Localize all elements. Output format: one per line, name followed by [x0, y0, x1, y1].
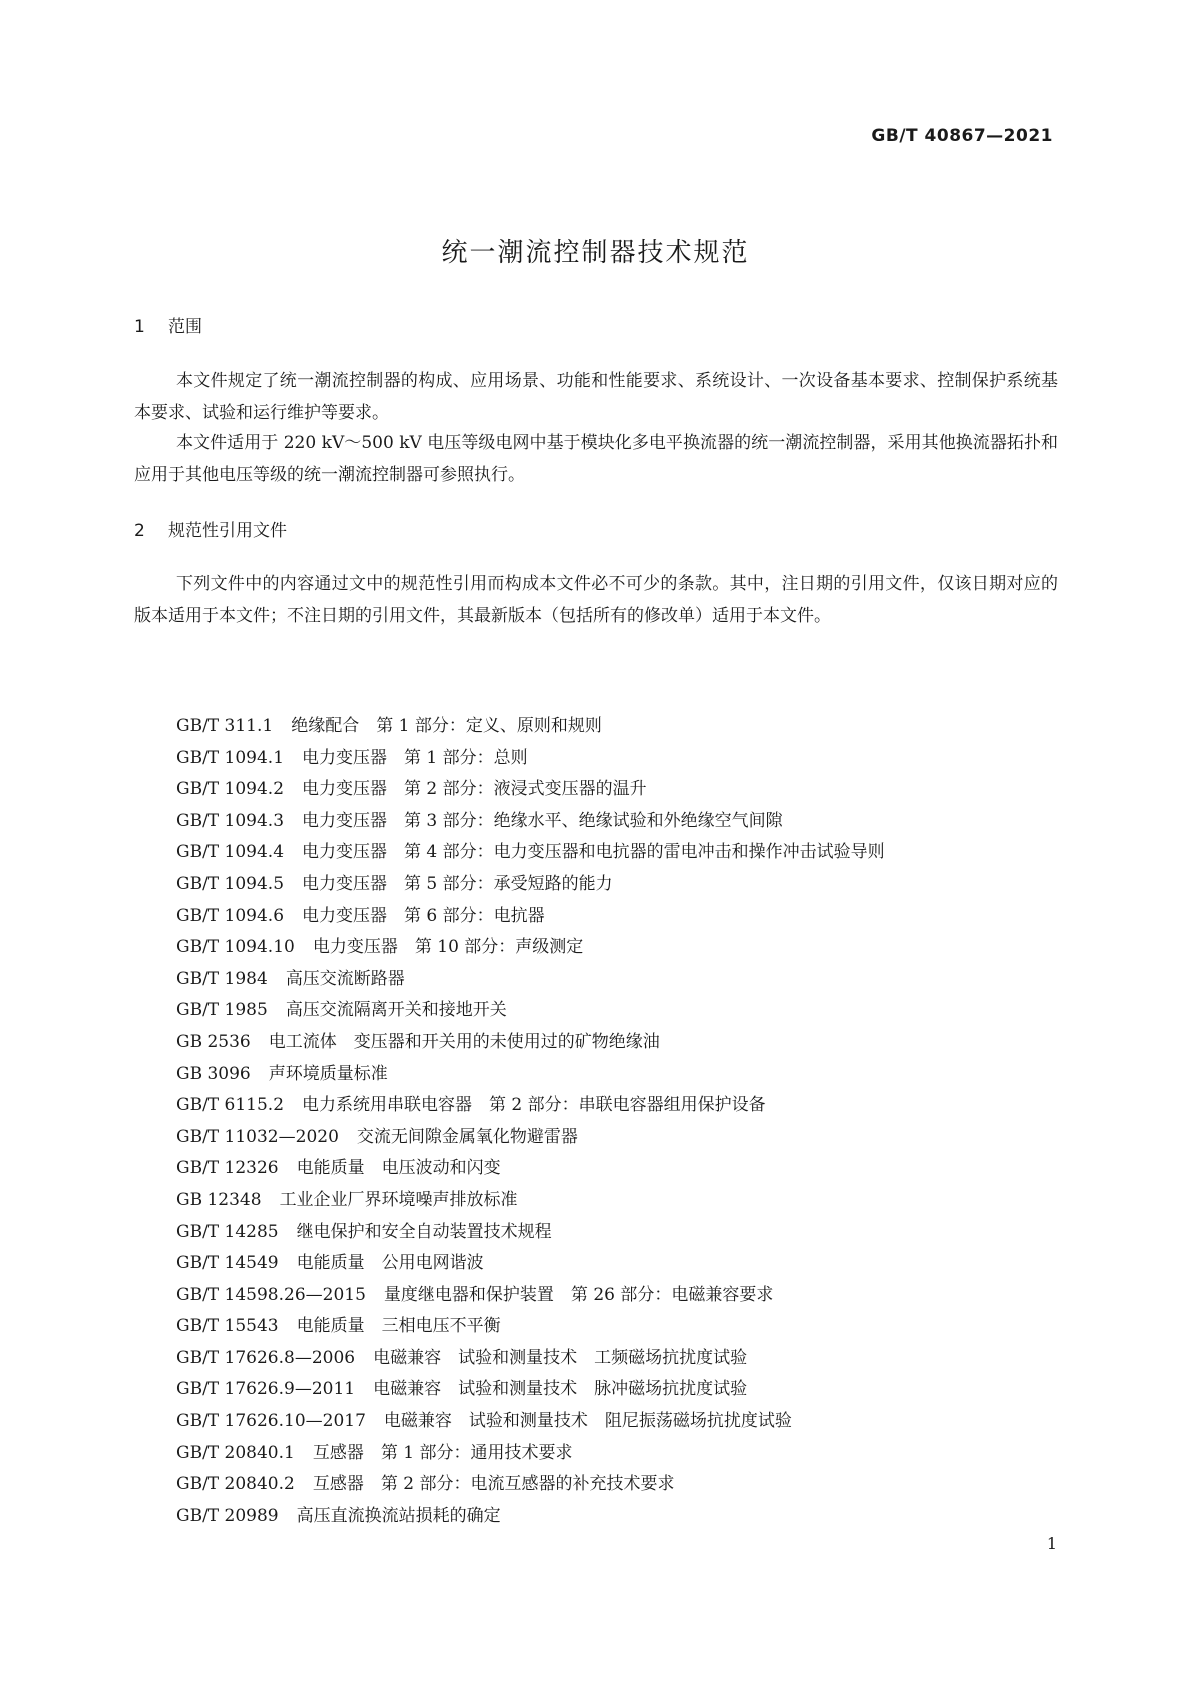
reference-item [176, 964, 885, 996]
section-1-number: 1 [134, 317, 145, 337]
reference-item [176, 1153, 885, 1185]
reference-item [176, 1248, 885, 1280]
reference-code: GB/T 14598.26—2015 [176, 1284, 366, 1305]
reference-code: GB/T 20840.2 [176, 1474, 295, 1495]
reference-code: GB/T 17626.10—2017 [176, 1411, 366, 1432]
reference-title: 声环境质量标准 [268, 1063, 388, 1084]
reference-item [176, 1059, 885, 1091]
section-1-paragraph-2: 本文件适用于 220 kV～500 kV 电压等级电网中基于模块化多电平换流器的统一潮流控制器，采用其他换流器拓扑和应用于其他电压等级的统一潮流控制器可参照执行。 [134, 433, 1058, 485]
reference-title: 继电保护和安全自动装置技术规程 [296, 1221, 552, 1242]
page-number: 1 [1046, 1534, 1057, 1553]
reference-item [176, 1217, 885, 1249]
reference-item [176, 806, 885, 838]
reference-code: GB/T 311.1 [176, 716, 274, 736]
section-2-number: 2 [134, 521, 145, 541]
reference-title: 电力变压器 第 4 部分：电力变压器和电抗器的雷电冲击和操作冲击试验导则 [302, 842, 885, 863]
reference-item [176, 901, 885, 933]
reference-item [176, 1501, 885, 1533]
reference-code: GB/T 17626.9—2011 [176, 1379, 356, 1400]
reference-code: GB/T 17626.8—2006 [176, 1347, 356, 1368]
reference-title: 高压直流换流站损耗的确定 [296, 1505, 501, 1526]
reference-code: GB/T 1094.1 [176, 747, 285, 768]
reference-title: 电力变压器 第 1 部分：总则 [302, 747, 528, 768]
reference-code: GB/T 1094.3 [176, 810, 285, 831]
reference-item [176, 743, 885, 775]
reference-title: 电能质量 电压波动和闪变 [296, 1158, 501, 1179]
reference-title: 互感器 第 2 部分：电流互感器的补充技术要求 [312, 1474, 675, 1495]
reference-title: 电力变压器 第 3 部分：绝缘水平、绝缘试验和外绝缘空气间隙 [302, 810, 783, 831]
reference-item [176, 869, 885, 901]
reference-title: 电力变压器 第 6 部分：电抗器 [302, 905, 545, 926]
reference-item [176, 1469, 885, 1501]
reference-title: 电磁兼容 试验和测量技术 脉冲磁场抗扰度试验 [373, 1379, 748, 1400]
reference-item [176, 1406, 885, 1438]
reference-code: GB/T 1094.5 [176, 873, 285, 894]
reference-title: 工业企业厂界环境噪声排放标准 [279, 1189, 518, 1210]
reference-item [176, 932, 885, 964]
reference-code: GB/T 1985 [176, 1000, 268, 1021]
reference-item [176, 1438, 885, 1470]
reference-title: 电力系统用串联电容器 第 2 部分：串联电容器组用保护设备 [302, 1095, 766, 1116]
reference-item [176, 1374, 885, 1406]
reference-title: 量度继电器和保护装置 第 26 部分：电磁兼容要求 [383, 1284, 774, 1305]
reference-code: GB/T 1094.10 [176, 937, 295, 958]
reference-code: GB/T 6115.2 [176, 1095, 285, 1116]
reference-title: 互感器 第 1 部分：通用技术要求 [312, 1442, 573, 1463]
reference-code: GB 2536 [176, 1031, 251, 1052]
section-1-title: 范围 [168, 317, 202, 337]
reference-title: 电能质量 三相电压不平衡 [296, 1316, 501, 1337]
reference-code: GB/T 14549 [176, 1253, 279, 1274]
normative-reference-list [176, 711, 885, 1532]
reference-item [176, 1090, 885, 1122]
reference-item [176, 1185, 885, 1217]
reference-code: GB/T 20840.1 [176, 1442, 295, 1463]
reference-title: 电力变压器 第 10 部分：声级测定 [312, 937, 584, 958]
section-2-intro: 下列文件中的内容通过文中的规范性引用而构成本文件必不可少的条款。其中，注日期的引用文件，仅该日期对应的版本适用于本文件；不注日期的引用文件，其最新版本（包括所有的修改单）适用于本文件。 [134, 574, 1058, 626]
reference-code: GB/T 1094.6 [176, 905, 285, 926]
reference-item [176, 1122, 885, 1154]
reference-code: GB/T 14285 [176, 1221, 279, 1242]
reference-code: GB/T 12326 [176, 1158, 279, 1179]
reference-code: GB/T 15543 [176, 1316, 279, 1337]
reference-code: GB 12348 [176, 1189, 262, 1210]
reference-code: GB/T 1984 [176, 968, 268, 989]
reference-item [176, 774, 885, 806]
reference-item [176, 1311, 885, 1343]
reference-title: 高压交流断路器 [285, 968, 405, 989]
reference-title: 电力变压器 第 5 部分：承受短路的能力 [302, 873, 613, 894]
reference-item [176, 711, 885, 743]
section-1-paragraph-1: 本文件规定了统一潮流控制器的构成、应用场景、功能和性能要求、系统设计、一次设备基本要求、控制保护系统基本要求、试验和运行维护等要求。 [134, 371, 1058, 423]
reference-code: GB/T 11032—2020 [176, 1126, 339, 1147]
reference-item [176, 837, 885, 869]
reference-title: 高压交流隔离开关和接地开关 [285, 1000, 507, 1021]
reference-title: 交流无间隙金属氧化物避雷器 [356, 1126, 578, 1147]
reference-item [176, 995, 885, 1027]
reference-code: GB/T 1094.2 [176, 779, 285, 800]
section-2-title: 规范性引用文件 [168, 521, 287, 541]
reference-title: 电力变压器 第 2 部分：液浸式变压器的温升 [302, 779, 647, 800]
document-title: 统一潮流控制器技术规范 [441, 238, 750, 268]
section-2-heading [134, 516, 287, 541]
reference-code: GB/T 1094.4 [176, 842, 285, 863]
reference-title: 电能质量 公用电网谐波 [296, 1253, 484, 1274]
reference-code: GB 3096 [176, 1063, 251, 1084]
reference-title: 绝缘配合 第 1 部分：定义、原则和规则 [291, 716, 602, 736]
reference-code: GB/T 20989 [176, 1505, 279, 1526]
reference-item [176, 1343, 885, 1375]
reference-title: 电磁兼容 试验和测量技术 工频磁场抗扰度试验 [373, 1347, 748, 1368]
reference-title: 电磁兼容 试验和测量技术 阻尼振荡磁场抗扰度试验 [383, 1411, 792, 1432]
reference-item [176, 1027, 885, 1059]
section-1-heading [134, 312, 202, 337]
reference-title: 电工流体 变压器和开关用的未使用过的矿物绝缘油 [268, 1031, 660, 1052]
standard-number: GB/T 40867—2021 [871, 126, 1053, 146]
reference-item [176, 1280, 885, 1312]
